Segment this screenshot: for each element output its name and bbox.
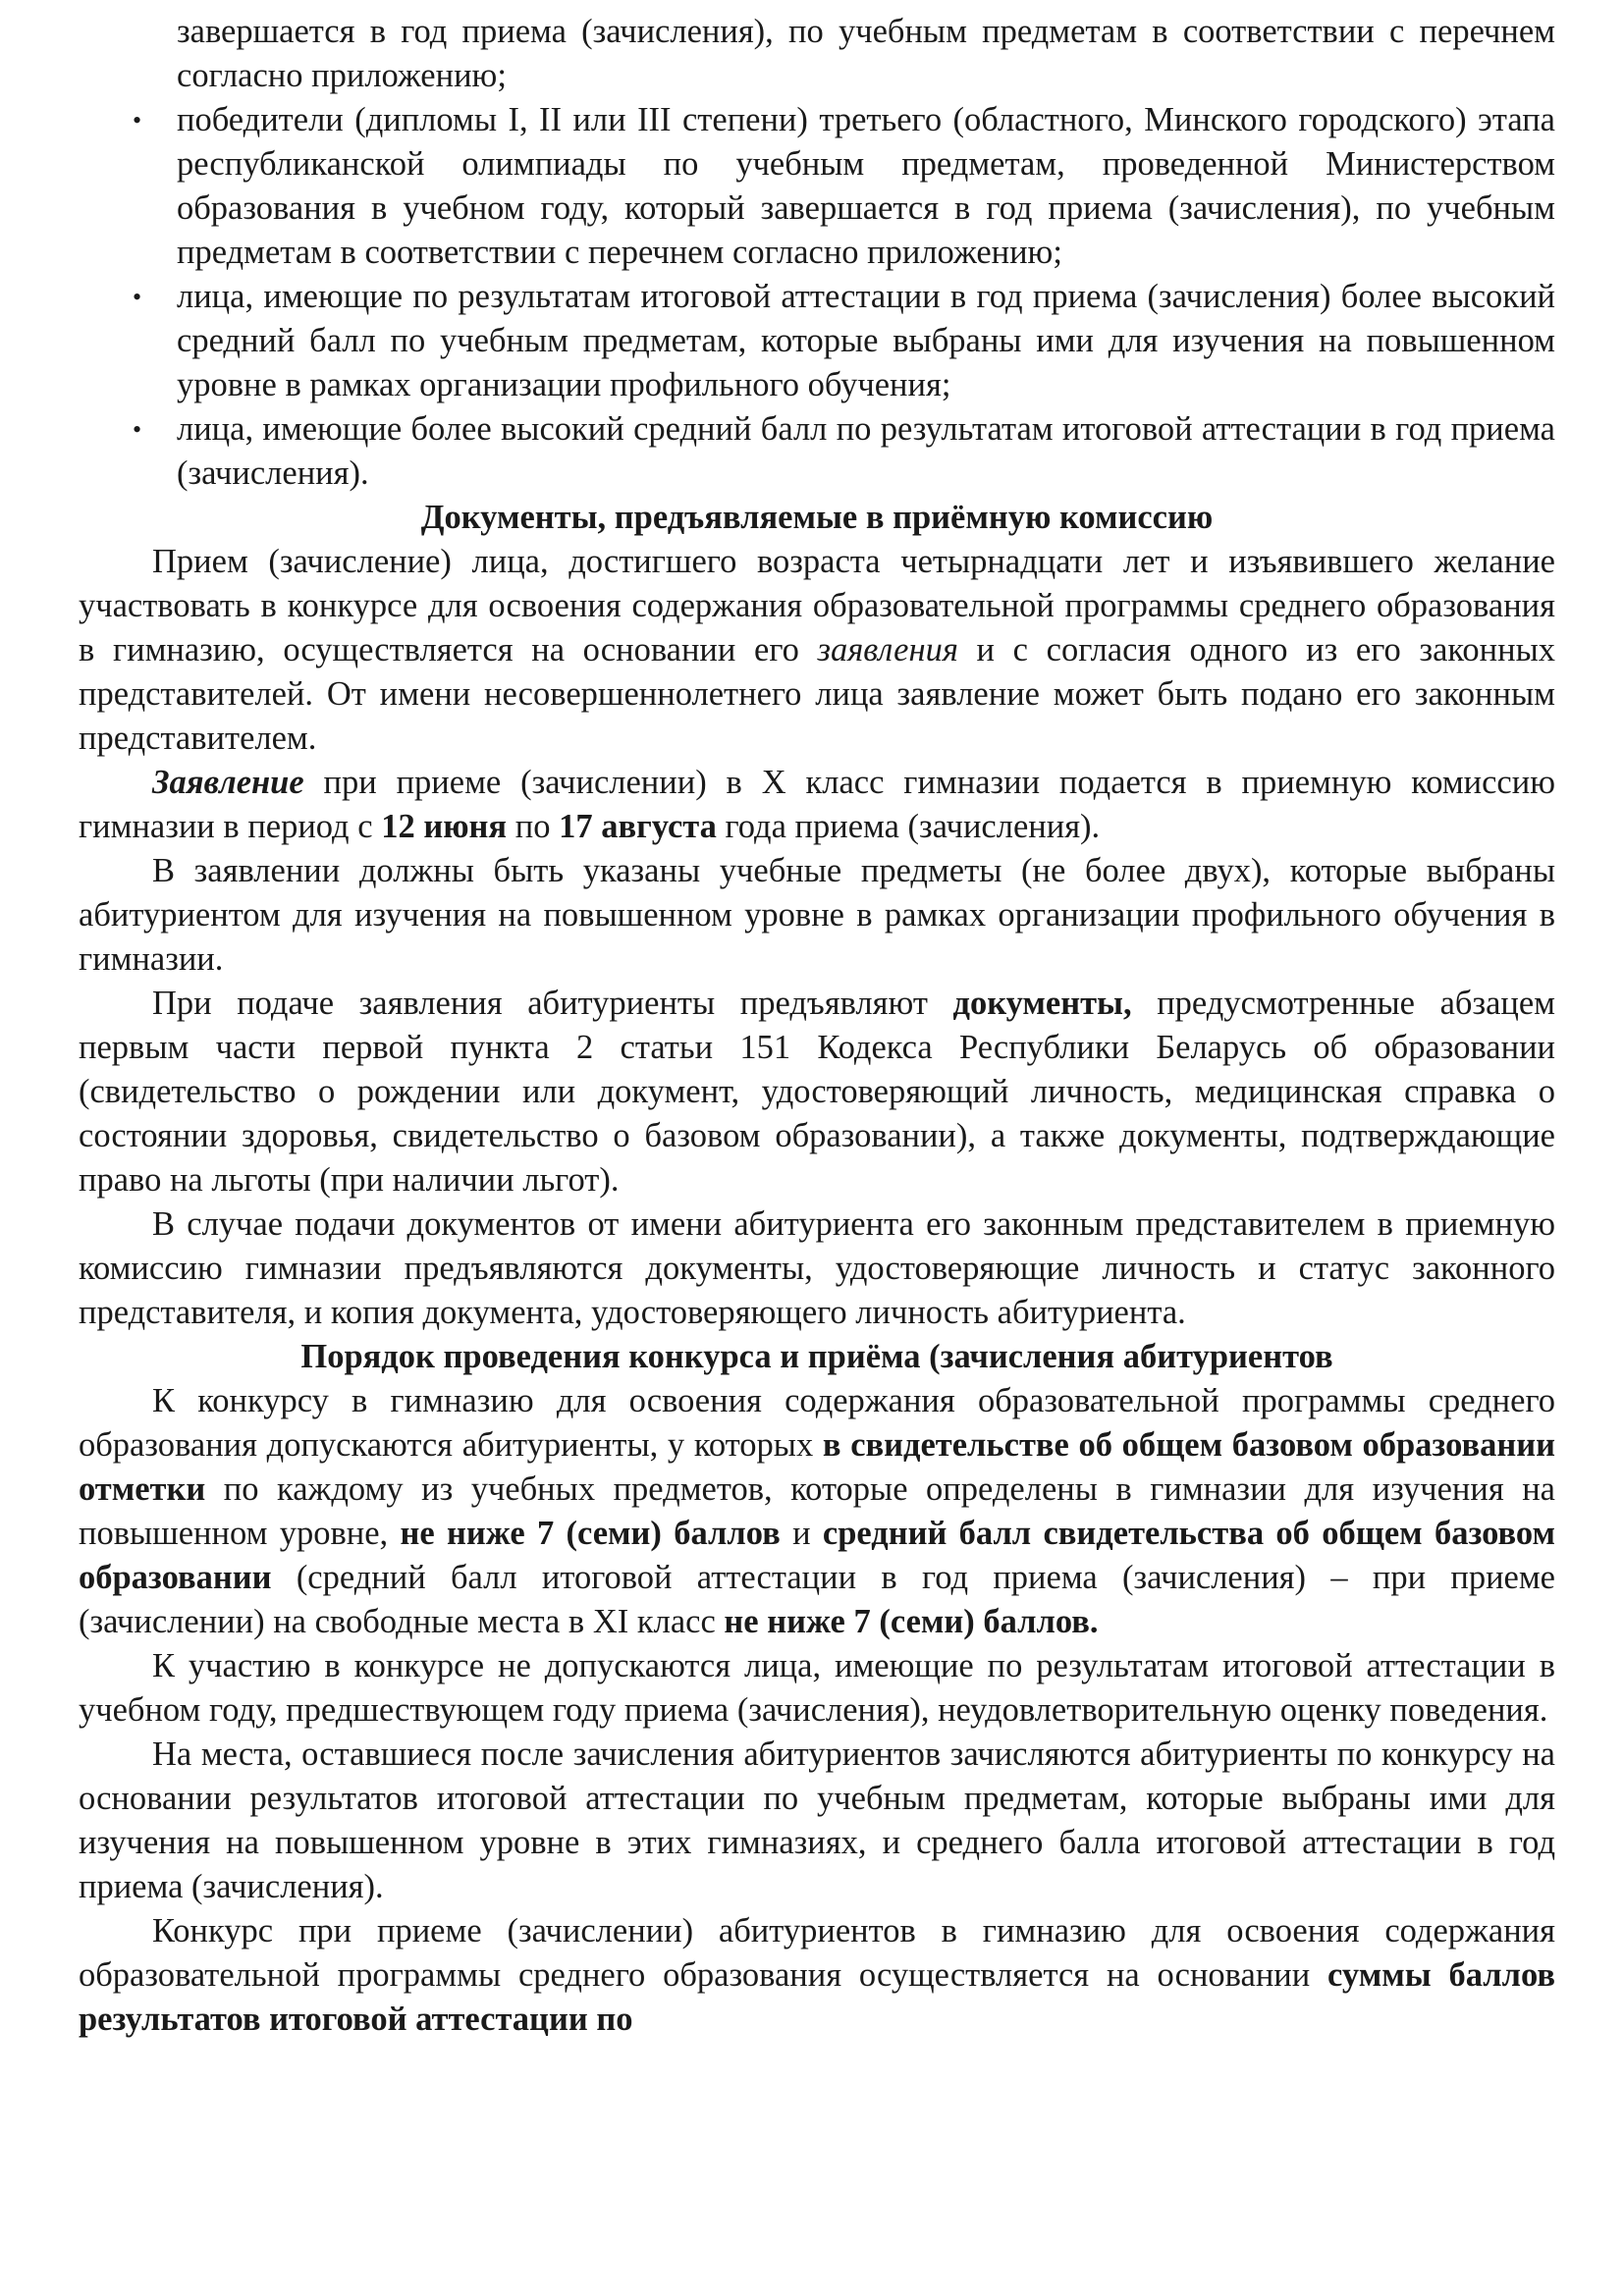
- criteria-bullet-list: [79, 98, 1555, 496]
- paragraph-competition-basis: [79, 1909, 1555, 2042]
- text-run: по каждому из учебных предметов, которые определены в гимназии для изучения на повышенном уровне,: [79, 1470, 1555, 1552]
- text-run: (средний балл итоговой аттестации в год приема (зачисления) – при приеме (зачислении) на свободные места в XI класс: [79, 1559, 1555, 1640]
- bold-phrase-certificate-marks: в свидетельстве об общем базовом образовании отметки: [79, 1426, 1555, 1508]
- text-run: Конкурс при приеме (зачислении) абитуриентов в гимназию для освоения содержания образовательной программы среднего образования осуществляется на основании: [79, 1912, 1555, 1994]
- text-run: и с согласия одного из его законных представителей. От имени несовершеннолетнего лица заявление может быть подано его законным представителем.: [79, 631, 1556, 757]
- list-item: • лица, имеющие по результатам итоговой аттестации в год приема (зачисления) более высокий средний балл по учебным предметам, которые выбраны ими для изучения на повышенном уровне в рамках организации профильного обучения;: [177, 275, 1555, 407]
- bold-phrase-sum-of-scores: суммы баллов результатов итоговой аттестации по: [79, 1956, 1555, 2038]
- section-heading-documents: Документы, предъявляемые в приёмную комиссию: [420, 499, 1214, 536]
- paragraph-application-period: [79, 761, 1555, 849]
- text-run: и: [780, 1515, 823, 1552]
- list-item: • лица, имеющие более высокий средний балл по результатам итоговой аттестации в год приема (зачисления).: [177, 407, 1555, 496]
- text-run: по: [507, 808, 560, 845]
- list-continuation-text: завершается в год приема (зачисления), по учебным предметам в соответствии с перечнем согласно приложению;: [177, 13, 1555, 94]
- paragraph-admission-basis: [79, 540, 1555, 761]
- text-run: предусмотренные абзацем первым части первой пункта 2 статьи 151 Кодекса Республики Беларусь об образовании (свидетельство о рождении или документ, удостоверяющий личность, медицинская справка о состоянии здоровья, свидетельство о базовом образовании), а также документы, подтверждающие право на льготы (при наличии льгот).: [79, 985, 1555, 1199]
- text-run: года приема (зачисления).: [716, 808, 1101, 845]
- list-item: • победители (дипломы I, II или III степени) третьего (областного, Минского городского) этапа республиканской олимпиады по учебным предметам, проведенной Министерством образования в учебном году, который завершается в год приема (зачисления), по учебным предметам в соответствии с перечнем согласно приложению;: [177, 98, 1555, 275]
- bold-phrase-min-score: не ниже 7 (семи) баллов: [400, 1515, 781, 1552]
- date-start: 12 июня: [381, 808, 508, 845]
- paragraph-representative: В случае подачи документов от имени абитуриента его законным представителем в приемную комиссию гимназии предъявляются документы, удостоверяющие личность и статус законного представителя, и копия документа, удостоверяющего личность абитуриента.: [79, 1205, 1555, 1331]
- text-run: Прием (зачисление) лица, достигшего возраста четырнадцати лет и изъявившего желание участвовать в конкурсе для освоения содержания образовательной программы среднего образования в гимназию, осуществляется на основании его: [79, 543, 1555, 668]
- paragraph-documents-list: [79, 982, 1555, 1202]
- bold-phrase-average-score: средний балл свидетельства об общем базовом образовании: [79, 1515, 1556, 1596]
- bold-term-documents: документы,: [952, 985, 1132, 1022]
- paragraph-exclusion: К участию в конкурсе не допускаются лица, имеющие по результатам итоговой аттестации в учебном году, предшествующем году приема (зачисления), неудовлетворительную оценку поведения.: [79, 1647, 1555, 1729]
- text-run: при приеме (зачислении) в X класс гимназии подается в приемную комиссию гимназии в период с: [79, 764, 1555, 845]
- italic-term-application: заявления: [817, 631, 958, 668]
- paragraph-competition-admission: [79, 1379, 1555, 1644]
- date-end: 17 августа: [559, 808, 717, 845]
- bold-phrase-min-score-xi: не ниже 7 (семи) баллов.: [724, 1603, 1099, 1640]
- text-run: К конкурсу в гимназию для освоения содержания образовательной программы среднего образования допускаются абитуриенты, у которых: [79, 1382, 1555, 1464]
- bold-italic-term-application: Заявление: [152, 764, 304, 801]
- text-run: При подаче заявления абитуриенты предъявляют: [152, 985, 953, 1022]
- paragraph-subjects: В заявлении должны быть указаны учебные предметы (не более двух), которые выбраны абитуриентом для изучения на повышенном уровне в рамках организации профильного обучения в гимназии.: [79, 852, 1555, 978]
- section-heading-competition: Порядок проведения конкурса и приёма (зачисления абитуриентов: [300, 1338, 1333, 1375]
- paragraph-remaining-places: На места, оставшиеся после зачисления абитуриентов зачисляются абитуриенты по конкурсу на основании результатов итоговой аттестации по учебным предметам, которые выбраны ими для изучения на повышенном уровне в этих гимназиях, и среднего балла итоговой аттестации в год приема (зачисления).: [79, 1735, 1555, 1905]
